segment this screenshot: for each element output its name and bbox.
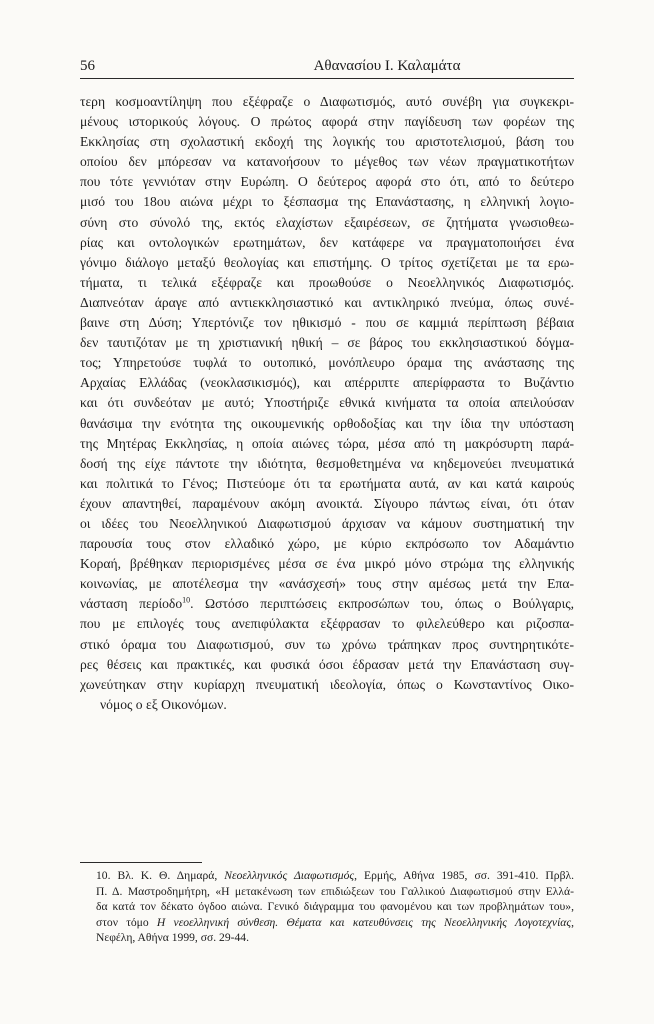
body-line: τήματα, τι τελικά εξέφραζε και προωθούσε ο Νεοελληνικός Διαφωτισμός.	[80, 274, 574, 290]
body-line: που τότε γεννιόταν στην Ευρώπη. Ο δεύτερος αφορά στο ότι, από το δεύτερο	[80, 174, 574, 190]
body-line: δοσή της είχε πάντοτε την ιδιότητα, θεσμοθετημένα να κηδεμονεύει πνευματικά	[80, 455, 574, 471]
body-line: που με επιλογές τους ανεπιφύλακτα εξέφρασαν το φιλελεύθερο και ριζοσπα-	[80, 616, 574, 632]
footnote-line: Νεφέλη, Αθήνα 1999, σσ. 29-44.	[96, 931, 249, 945]
footnote-line	[80, 868, 574, 884]
body-line: Εκκλησίας στη σχολαστική εκδοχή της λογικής του αριστοτελισμού, βάση του	[80, 134, 574, 150]
body-line: δεν ταυτιζόταν με τη χριστιανική ηθική – σε βάρος του εκκλησιαστικού δόγμα-	[80, 335, 574, 351]
body-line: Κοραή, βρέθηκαν περιορισμένες μέσα σε ένα μικρό μόνο στρώμα της ελληνικής	[80, 556, 574, 572]
footnote-line: δα κατά τον δέκατο όγδοο αιώνα. Γενικό διάγραμμα του φανομένου και των προβλημάτων του»,	[96, 900, 574, 914]
footnote-italic-title: Νεοελληνικός Διαφωτισμός	[224, 869, 355, 882]
body-line: κοινωνίας, με αποτέλεσμα την «ανάσχεσή» τους στην αμέσως μετά την Επα-	[80, 576, 574, 592]
body-last-line: νόμος ο εξ Οικονόμων.	[100, 696, 227, 712]
body-line: οι ιδέες του Νεοελληνικού Διαφωτισμού άρχισαν να κάμουν συστηματική την	[80, 515, 574, 531]
body-line: ρες θέσεις και πρακτικές, και φυσικά όσοι έδρασαν μετά την Επανάσταση συγ-	[80, 656, 574, 672]
body-line: και ότι συνδεόταν με αυτό; Υποστήριζε εθνικά κινήματα τα οποία απειλούσαν	[80, 395, 574, 411]
body-line: της Μητέρας Εκκλησίας, η οποία αιώνες τώρα, μέσα από τη μακρόσυρτη παρά-	[80, 435, 574, 451]
body-line: και πολιτικά το Γένος; Πιστεύομε ότι τα ερωτήματα αυτά, αν και κατά καιρούς	[80, 475, 574, 491]
body-line: τερη κοσμοαντίληψη που εξέφραζε ο Διαφωτισμός, αυτό συνέβη για συγκεκρι-	[80, 94, 574, 109]
footnote-italic-title: Η νεοελληνική σύνθεση. Θέματα και κατευθύνσεις της Νεοελληνικής Λογοτεχνίας	[156, 915, 572, 929]
running-header-title: Αθανασίου Ι. Καλαμάτα	[313, 58, 461, 74]
footnote-text: 10. Βλ. Κ. Θ. Δημαρά,	[96, 869, 225, 882]
body-text	[80, 92, 574, 715]
running-header	[80, 56, 574, 79]
line-text: . Ωστόσο περιπτώσεις εκπροσώπων του, όπως ο Βούλγαρις,	[190, 596, 574, 612]
body-line: μένους ιστορικούς λόγους. Ο πρώτος αφορά στην παγίδευση των φορέων της	[80, 114, 574, 130]
body-line: ρίας και οντολογικών ερωτημάτων, δεν κατάφερε να πραγματοποιήσει ένα	[80, 234, 574, 250]
body-line: οποίου δεν μπόρεσαν να κατανοήσουν το μέγεθος των νέων πραγματικοτήτων	[80, 154, 574, 170]
footnote-line: Π. Δ. Μαστροδημήτρη, «Η μετακένωση των επιδιώξεων του Γαλλικού Διαφωτισμού στην Ελλά-	[96, 884, 574, 898]
page-number: 56	[80, 58, 95, 74]
footnote-text: ,	[571, 915, 574, 929]
footnote-10	[80, 868, 574, 946]
body-line: στικό όραμα του Διαφωτισμού, συν τω χρόνω τράπηκαν προς συντηρητικότε-	[80, 636, 574, 652]
body-line: Διαπνεόταν άραγε από αντιεκκλησιαστικό και αντικληρικό πνεύμα, όπως συνέ-	[80, 294, 574, 310]
body-line: θανάσιμα την ενότητα της οικουμενικής ορθοδοξίας και την ίδια την υπόσταση	[80, 415, 574, 431]
body-line: τος; Υπηρετούσε τυφλά το ουτοπικό, μονόπλευρο όραμα της ανάστασης της	[80, 355, 574, 371]
footnote-divider	[80, 862, 202, 863]
body-line-with-footnote-ref	[80, 594, 574, 614]
body-line: Αρχαίας Ελλάδας (νεοκλασικισμός), και απέρριπτε απερίφραστα το Βυζάντιο	[80, 375, 574, 391]
footnote-text: , Ερμής, Αθήνα 1985, σσ. 391-410. Πρβλ.	[354, 869, 574, 882]
line-text: νάσταση περίοδο	[80, 596, 183, 612]
body-line: μισό του 18ου αιώνα μέχρι το ξέσπασμα της Επανάστασης, η ελληνική λογιο-	[80, 194, 574, 210]
body-line: γόνιμο διάλογο μεταξύ θεολογίας και επιστήμης. Ο τρίτος σχετίζεται με τα ερω-	[80, 254, 574, 270]
body-line: σύνη στο σύνολό της, εκτός ελαχίστων εξαιρέσεων, σε ζητήματα γνωσιοθεω-	[80, 214, 574, 230]
body-line: παρουσία τους στον ελλαδικό χώρο, με κύριο εκπρόσωπο τον Αδαμάντιο	[80, 536, 574, 552]
footnote-text: στον τόμο	[96, 915, 157, 929]
footnote-line	[80, 915, 574, 931]
body-line: βαινε στη Δύση; Υπερτόνιζε τον ηθικισμό - που σε καμμιά περίπτωση βέβαια	[80, 315, 574, 331]
body-line: χωνεύτηκαν στην κυρίαρχη πνευματική ιδεολογία, όπως ο Κωνσταντίνος Οικο-	[80, 676, 574, 692]
footnote-reference[interactable]: 10	[182, 595, 191, 605]
body-line: έχουν απαντηθεί, παραμένουν ακόμη ανοικτά. Σίγουρο πάντως είναι, ότι όταν	[80, 495, 574, 511]
